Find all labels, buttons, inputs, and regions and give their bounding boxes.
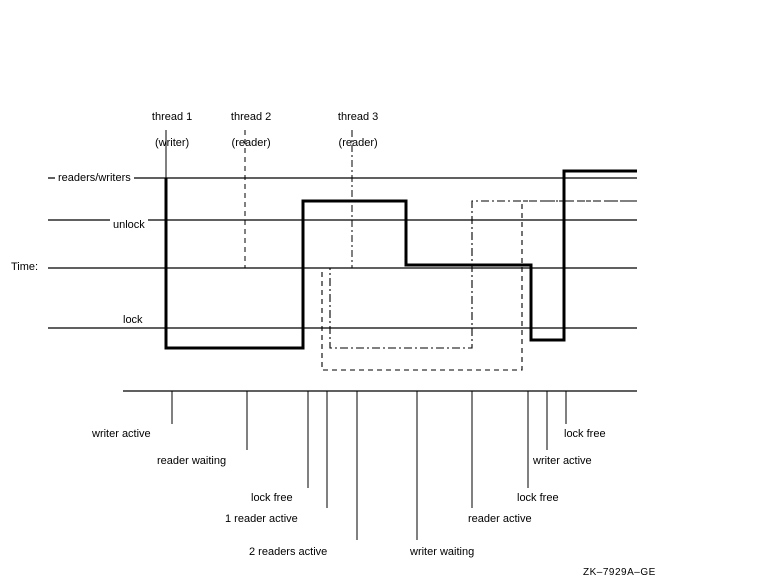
thread-3-trace (330, 201, 637, 348)
event-label-reader-active: reader active (468, 513, 532, 525)
thread-2-label (205, 98, 285, 163)
event-label-reader-waiting: reader waiting (157, 455, 227, 467)
event-label-writer-waiting: writer waiting (410, 546, 475, 558)
axis-label-time: Time: (8, 261, 41, 274)
figure-id-code: ZK–7929A–GE (583, 567, 656, 578)
event-label-writer-active-1: writer active (92, 428, 151, 440)
event-label-lock-free-2: lock free (517, 492, 559, 504)
thread-1-title: thread 1 (151, 111, 193, 123)
axis-label-readers-writers: readers/writers (55, 172, 134, 185)
thread-1-role: (writer) (155, 137, 190, 149)
thread-2-title: thread 2 (230, 111, 272, 123)
event-label-1-reader-active: 1 reader active (225, 513, 298, 525)
thread-3-title: thread 3 (337, 111, 379, 123)
event-label-lock-free-3: lock free (564, 428, 606, 440)
thread-3-role: (reader) (338, 137, 378, 149)
axis-label-unlock: unlock (110, 219, 148, 232)
event-label-writer-active-2: writer active (533, 455, 592, 467)
event-label-2-readers-active: 2 readers active (249, 546, 328, 558)
thread-3-label (312, 98, 392, 163)
thread-1-trace (166, 171, 637, 348)
thread-2-role: (reader) (231, 137, 271, 149)
thread-1-label (126, 98, 206, 163)
event-label-lock-free-1: lock free (251, 492, 293, 504)
axis-label-lock: lock (120, 314, 146, 327)
